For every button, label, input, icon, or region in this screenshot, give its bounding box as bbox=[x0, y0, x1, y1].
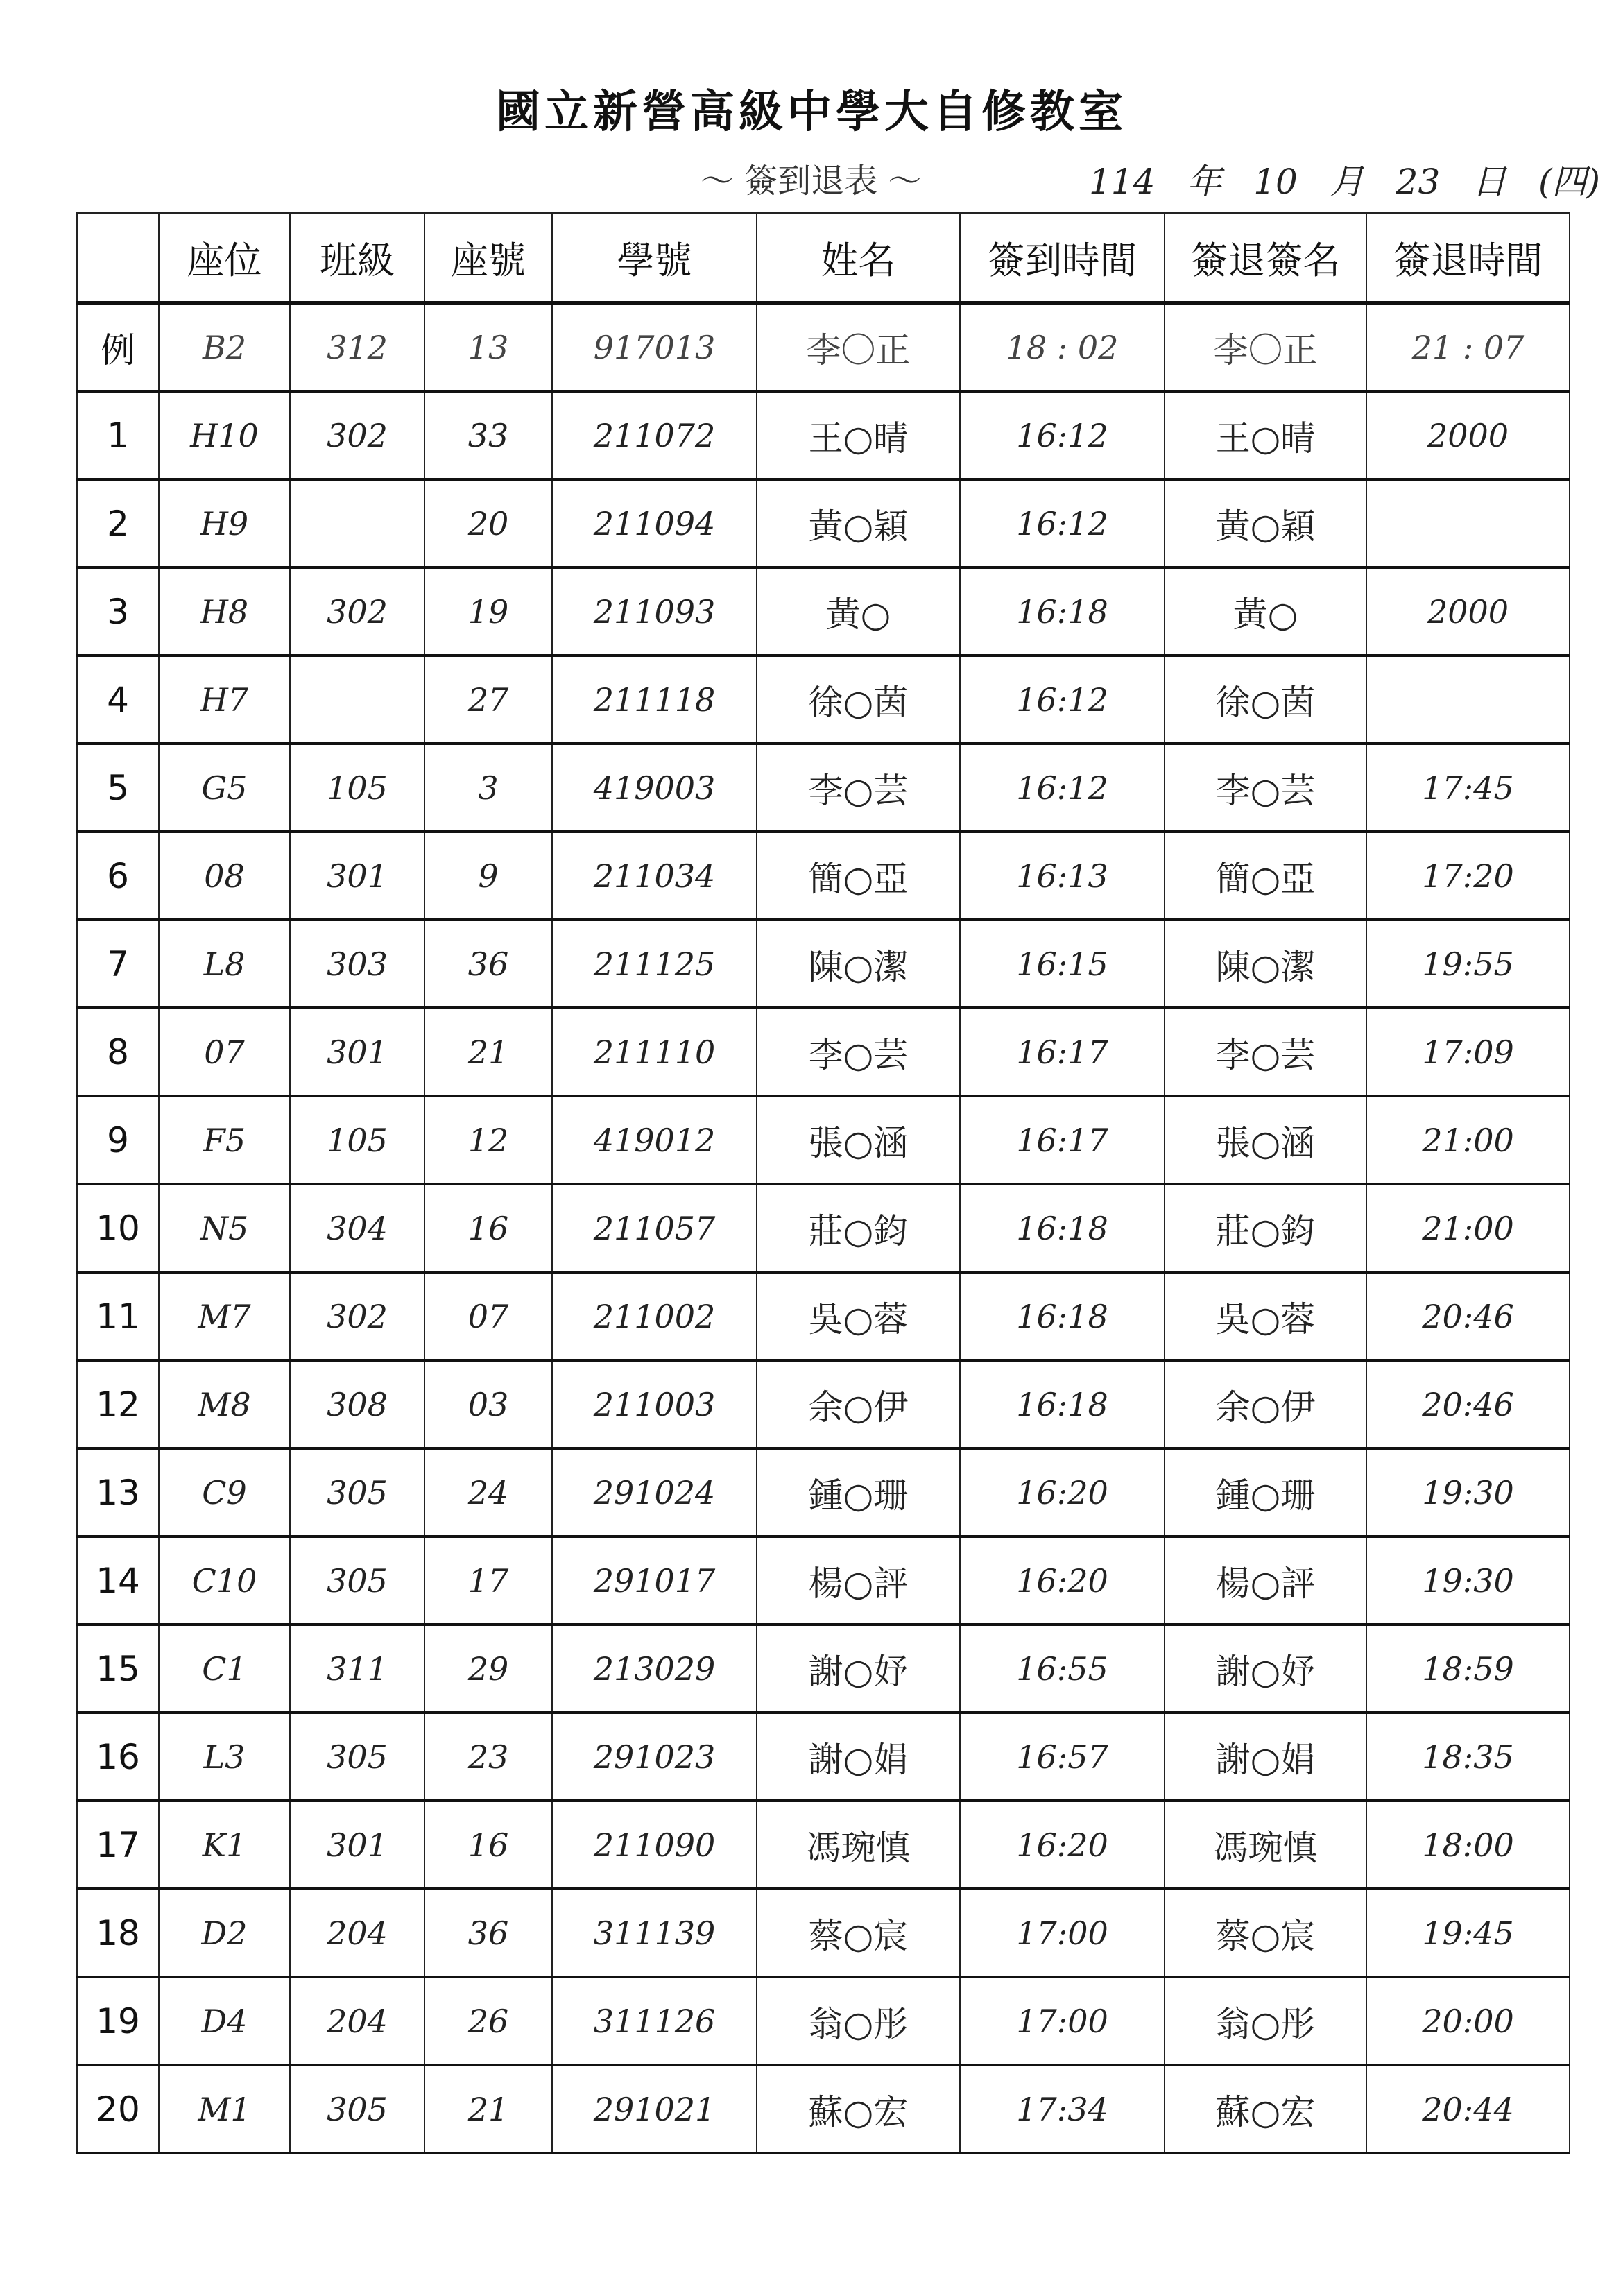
table-row bbox=[77, 1184, 1570, 1272]
cell-row-number: 7 bbox=[77, 920, 159, 1008]
header-row bbox=[77, 213, 1570, 303]
cell-sign-in-time: 16:20 bbox=[960, 1801, 1165, 1889]
cell-seat-number: 24 bbox=[424, 1448, 552, 1536]
cell-student-id: 291023 bbox=[552, 1713, 757, 1801]
cell-row-number: 15 bbox=[77, 1625, 159, 1713]
cell-sign-out-signature: 莊○鈞 bbox=[1165, 1184, 1366, 1272]
cell-class bbox=[290, 656, 424, 744]
cell-seat-number: 26 bbox=[424, 1977, 552, 2065]
cell-sign-out-time: 17:45 bbox=[1366, 744, 1570, 832]
cell-seat-number: 21 bbox=[424, 1008, 552, 1096]
cell-class: 302 bbox=[290, 391, 424, 479]
cell-seat-number: 17 bbox=[424, 1536, 552, 1625]
cell-sign-in-time: 16:12 bbox=[960, 744, 1165, 832]
cell-sign-out-signature: 黃○ bbox=[1165, 567, 1366, 656]
cell-name: 徐○茵 bbox=[757, 656, 960, 744]
cell-seat: 08 bbox=[159, 832, 290, 920]
cell-sign-out-signature: 黃○穎 bbox=[1165, 479, 1366, 567]
cell-sign-in-time: 16:17 bbox=[960, 1096, 1165, 1184]
table-row bbox=[77, 1536, 1570, 1625]
cell-sign-in-time: 16:18 bbox=[960, 1184, 1165, 1272]
cell-sign-out-time: 20:46 bbox=[1366, 1272, 1570, 1360]
cell-sign-out-signature: 王○晴 bbox=[1165, 391, 1366, 479]
cell-name: 黃○ bbox=[757, 567, 960, 656]
example-row bbox=[77, 303, 1570, 391]
cell-class: 105 bbox=[290, 1096, 424, 1184]
cell-sign-out-signature: 李○芸 bbox=[1165, 1008, 1366, 1096]
cell-seat: D2 bbox=[159, 1889, 290, 1977]
cell-seat: H10 bbox=[159, 391, 290, 479]
cell-seat-number: 29 bbox=[424, 1625, 552, 1713]
cell-sign-out-signature: 余○伊 bbox=[1165, 1360, 1366, 1448]
cell-sign-out-time: 20:44 bbox=[1366, 2065, 1570, 2153]
cell-sign-out-signature: 吳○蓉 bbox=[1165, 1272, 1366, 1360]
cell-student-id: 211110 bbox=[552, 1008, 757, 1096]
cell-class: 204 bbox=[290, 1889, 424, 1977]
cell-student-id: 211072 bbox=[552, 391, 757, 479]
cell-sign-out-time: 20:00 bbox=[1366, 1977, 1570, 2065]
cell-class: 105 bbox=[290, 744, 424, 832]
cell-sign-out-signature: 鍾○珊 bbox=[1165, 1448, 1366, 1536]
table-row bbox=[77, 567, 1570, 656]
cell-name: 馮琬慎 bbox=[757, 1801, 960, 1889]
cell-student-id: 211002 bbox=[552, 1272, 757, 1360]
table-row bbox=[77, 1360, 1570, 1448]
cell-seat: H8 bbox=[159, 567, 290, 656]
cell-sign-in-time: 16:12 bbox=[960, 656, 1165, 744]
cell-name: 余○伊 bbox=[757, 1360, 960, 1448]
cell-row-number: 16 bbox=[77, 1713, 159, 1801]
table-row bbox=[77, 2065, 1570, 2153]
cell-name: 吳○蓉 bbox=[757, 1272, 960, 1360]
cell-sign-out-signature: 張○涵 bbox=[1165, 1096, 1366, 1184]
cell-row-number: 18 bbox=[77, 1889, 159, 1977]
cell-sign-in-time: 16:12 bbox=[960, 391, 1165, 479]
cell-name: 謝○娟 bbox=[757, 1713, 960, 1801]
cell-student-id: 211125 bbox=[552, 920, 757, 1008]
cell-sign-out-time: 21 : 07 bbox=[1366, 303, 1570, 391]
cell-row-number: 17 bbox=[77, 1801, 159, 1889]
cell-sign-out-time: 21:00 bbox=[1366, 1096, 1570, 1184]
cell-class: 304 bbox=[290, 1184, 424, 1272]
cell-sign-out-signature: 李〇正 bbox=[1165, 303, 1366, 391]
cell-class bbox=[290, 479, 424, 567]
cell-seat-number: 21 bbox=[424, 2065, 552, 2153]
cell-sign-in-time: 16:55 bbox=[960, 1625, 1165, 1713]
cell-seat: D4 bbox=[159, 1977, 290, 2065]
cell-class: 301 bbox=[290, 832, 424, 920]
column-header-row-number bbox=[77, 213, 159, 303]
cell-name: 李〇正 bbox=[757, 303, 960, 391]
cell-student-id: 211094 bbox=[552, 479, 757, 567]
cell-student-id: 211118 bbox=[552, 656, 757, 744]
cell-student-id: 211093 bbox=[552, 567, 757, 656]
cell-seat-number: 3 bbox=[424, 744, 552, 832]
cell-name: 蘇○宏 bbox=[757, 2065, 960, 2153]
cell-seat: N5 bbox=[159, 1184, 290, 1272]
cell-sign-in-time: 16:18 bbox=[960, 567, 1165, 656]
cell-seat: C9 bbox=[159, 1448, 290, 1536]
cell-sign-out-signature: 徐○茵 bbox=[1165, 656, 1366, 744]
table-row bbox=[77, 744, 1570, 832]
cell-seat: F5 bbox=[159, 1096, 290, 1184]
cell-seat: M8 bbox=[159, 1360, 290, 1448]
cell-sign-in-time: 16:20 bbox=[960, 1536, 1165, 1625]
table-row bbox=[77, 1801, 1570, 1889]
cell-seat: G5 bbox=[159, 744, 290, 832]
table-row bbox=[77, 1625, 1570, 1713]
sign-in-out-table bbox=[76, 212, 1570, 2154]
cell-name: 蔡○宸 bbox=[757, 1889, 960, 1977]
cell-sign-out-time bbox=[1366, 656, 1570, 744]
cell-sign-out-signature: 蘇○宏 bbox=[1165, 2065, 1366, 2153]
table-row bbox=[77, 1977, 1570, 2065]
cell-seat-number: 16 bbox=[424, 1801, 552, 1889]
cell-seat-number: 03 bbox=[424, 1360, 552, 1448]
cell-row-number: 4 bbox=[77, 656, 159, 744]
cell-sign-out-time: 17:09 bbox=[1366, 1008, 1570, 1096]
table-row bbox=[77, 1096, 1570, 1184]
cell-row-number: 19 bbox=[77, 1977, 159, 2065]
form-subtitle: ～ 簽到退表 ～ bbox=[701, 162, 922, 200]
cell-row-number: 11 bbox=[77, 1272, 159, 1360]
cell-student-id: 419012 bbox=[552, 1096, 757, 1184]
column-header-seat: 座位 bbox=[159, 213, 290, 303]
table-row bbox=[77, 1889, 1570, 1977]
cell-seat-number: 27 bbox=[424, 656, 552, 744]
cell-sign-in-time: 16:57 bbox=[960, 1713, 1165, 1801]
cell-sign-in-time: 16:18 bbox=[960, 1360, 1165, 1448]
cell-seat: 07 bbox=[159, 1008, 290, 1096]
cell-student-id: 213029 bbox=[552, 1625, 757, 1713]
cell-sign-in-time: 16:17 bbox=[960, 1008, 1165, 1096]
cell-sign-out-time: 18:35 bbox=[1366, 1713, 1570, 1801]
cell-sign-in-time: 16:20 bbox=[960, 1448, 1165, 1536]
cell-student-id: 211003 bbox=[552, 1360, 757, 1448]
cell-sign-out-time: 20:46 bbox=[1366, 1360, 1570, 1448]
page-title: 國立新營高級中學大自修教室 bbox=[496, 86, 1127, 138]
cell-sign-in-time: 18 : 02 bbox=[960, 303, 1165, 391]
cell-seat: M1 bbox=[159, 2065, 290, 2153]
cell-sign-in-time: 17:34 bbox=[960, 2065, 1165, 2153]
cell-seat: L3 bbox=[159, 1713, 290, 1801]
column-header-sign-in-time: 簽到時間 bbox=[960, 213, 1165, 303]
cell-student-id: 291024 bbox=[552, 1448, 757, 1536]
cell-class: 301 bbox=[290, 1008, 424, 1096]
cell-row-number: 8 bbox=[77, 1008, 159, 1096]
table-row bbox=[77, 479, 1570, 567]
cell-seat-number: 9 bbox=[424, 832, 552, 920]
cell-sign-out-signature: 謝○妤 bbox=[1165, 1625, 1366, 1713]
cell-class: 302 bbox=[290, 1272, 424, 1360]
cell-sign-out-signature: 翁○彤 bbox=[1165, 1977, 1366, 2065]
cell-seat: H9 bbox=[159, 479, 290, 567]
cell-seat-number: 33 bbox=[424, 391, 552, 479]
cell-seat: L8 bbox=[159, 920, 290, 1008]
cell-row-number: 2 bbox=[77, 479, 159, 567]
cell-student-id: 211057 bbox=[552, 1184, 757, 1272]
cell-class: 305 bbox=[290, 1713, 424, 1801]
cell-sign-in-time: 16:18 bbox=[960, 1272, 1165, 1360]
table-row bbox=[77, 656, 1570, 744]
cell-sign-out-time: 19:30 bbox=[1366, 1536, 1570, 1625]
cell-seat-number: 23 bbox=[424, 1713, 552, 1801]
cell-name: 張○涵 bbox=[757, 1096, 960, 1184]
cell-row-number: 10 bbox=[77, 1184, 159, 1272]
cell-row-number: 5 bbox=[77, 744, 159, 832]
table-row bbox=[77, 1713, 1570, 1801]
column-header-name: 姓名 bbox=[757, 213, 960, 303]
cell-sign-out-time: 19:55 bbox=[1366, 920, 1570, 1008]
cell-seat-number: 36 bbox=[424, 1889, 552, 1977]
cell-name: 李○芸 bbox=[757, 744, 960, 832]
cell-sign-in-time: 16:12 bbox=[960, 479, 1165, 567]
cell-sign-out-time: 2000 bbox=[1366, 567, 1570, 656]
cell-row-number: 13 bbox=[77, 1448, 159, 1536]
cell-sign-in-time: 16:13 bbox=[960, 832, 1165, 920]
column-header-student-id: 學號 bbox=[552, 213, 757, 303]
cell-sign-out-signature: 李○芸 bbox=[1165, 744, 1366, 832]
cell-sign-out-signature: 楊○評 bbox=[1165, 1536, 1366, 1625]
cell-student-id: 211090 bbox=[552, 1801, 757, 1889]
table-row bbox=[77, 1272, 1570, 1360]
cell-class: 303 bbox=[290, 920, 424, 1008]
cell-name: 簡○亞 bbox=[757, 832, 960, 920]
cell-row-number: 1 bbox=[77, 391, 159, 479]
cell-row-number: 12 bbox=[77, 1360, 159, 1448]
cell-class: 305 bbox=[290, 2065, 424, 2153]
column-header-sign-out-signature: 簽退簽名 bbox=[1165, 213, 1366, 303]
cell-seat: C1 bbox=[159, 1625, 290, 1713]
cell-seat: C10 bbox=[159, 1536, 290, 1625]
cell-class: 204 bbox=[290, 1977, 424, 2065]
cell-sign-out-time: 19:30 bbox=[1366, 1448, 1570, 1536]
cell-student-id: 917013 bbox=[552, 303, 757, 391]
cell-sign-out-signature: 馮琬慎 bbox=[1165, 1801, 1366, 1889]
column-header-class: 班級 bbox=[290, 213, 424, 303]
cell-sign-out-signature: 蔡○宸 bbox=[1165, 1889, 1366, 1977]
cell-sign-out-time: 21:00 bbox=[1366, 1184, 1570, 1272]
table-row bbox=[77, 1448, 1570, 1536]
cell-class: 302 bbox=[290, 567, 424, 656]
cell-student-id: 311139 bbox=[552, 1889, 757, 1977]
cell-seat: K1 bbox=[159, 1801, 290, 1889]
cell-row-number: 6 bbox=[77, 832, 159, 920]
table-row bbox=[77, 920, 1570, 1008]
cell-class: 301 bbox=[290, 1801, 424, 1889]
table-row bbox=[77, 832, 1570, 920]
cell-seat: H7 bbox=[159, 656, 290, 744]
cell-seat-number: 13 bbox=[424, 303, 552, 391]
cell-name: 黃○穎 bbox=[757, 479, 960, 567]
cell-name: 陳○潔 bbox=[757, 920, 960, 1008]
cell-sign-in-time: 16:15 bbox=[960, 920, 1165, 1008]
cell-sign-out-signature: 謝○娟 bbox=[1165, 1713, 1366, 1801]
column-header-seat-number: 座號 bbox=[424, 213, 552, 303]
cell-sign-out-time: 2000 bbox=[1366, 391, 1570, 479]
column-header-sign-out-time: 簽退時間 bbox=[1366, 213, 1570, 303]
cell-sign-out-signature: 陳○潔 bbox=[1165, 920, 1366, 1008]
cell-name: 李○芸 bbox=[757, 1008, 960, 1096]
cell-class: 312 bbox=[290, 303, 424, 391]
cell-sign-out-time: 18:00 bbox=[1366, 1801, 1570, 1889]
cell-seat-number: 36 bbox=[424, 920, 552, 1008]
cell-name: 翁○彤 bbox=[757, 1977, 960, 2065]
cell-sign-in-time: 17:00 bbox=[960, 1977, 1165, 2065]
cell-row-number: 14 bbox=[77, 1536, 159, 1625]
cell-class: 305 bbox=[290, 1536, 424, 1625]
cell-student-id: 211034 bbox=[552, 832, 757, 920]
cell-sign-in-time: 17:00 bbox=[960, 1889, 1165, 1977]
cell-class: 305 bbox=[290, 1448, 424, 1536]
cell-student-id: 419003 bbox=[552, 744, 757, 832]
table-row bbox=[77, 391, 1570, 479]
cell-sign-out-time: 19:45 bbox=[1366, 1889, 1570, 1977]
cell-row-number: 例 bbox=[77, 303, 159, 391]
cell-class: 311 bbox=[290, 1625, 424, 1713]
cell-seat: M7 bbox=[159, 1272, 290, 1360]
cell-student-id: 291017 bbox=[552, 1536, 757, 1625]
cell-sign-out-signature: 簡○亞 bbox=[1165, 832, 1366, 920]
cell-seat: B2 bbox=[159, 303, 290, 391]
cell-seat-number: 16 bbox=[424, 1184, 552, 1272]
cell-name: 楊○評 bbox=[757, 1536, 960, 1625]
cell-row-number: 9 bbox=[77, 1096, 159, 1184]
cell-class: 308 bbox=[290, 1360, 424, 1448]
table-row bbox=[77, 1008, 1570, 1096]
cell-seat-number: 20 bbox=[424, 479, 552, 567]
cell-seat-number: 07 bbox=[424, 1272, 552, 1360]
cell-seat-number: 12 bbox=[424, 1096, 552, 1184]
cell-row-number: 3 bbox=[77, 567, 159, 656]
form-date: 114 年 10 月 23 日 (四) bbox=[1089, 162, 1601, 202]
cell-sign-out-time bbox=[1366, 479, 1570, 567]
cell-name: 謝○妤 bbox=[757, 1625, 960, 1713]
cell-name: 鍾○珊 bbox=[757, 1448, 960, 1536]
cell-row-number: 20 bbox=[77, 2065, 159, 2153]
cell-name: 莊○鈞 bbox=[757, 1184, 960, 1272]
cell-sign-out-time: 17:20 bbox=[1366, 832, 1570, 920]
cell-name: 王○晴 bbox=[757, 391, 960, 479]
cell-seat-number: 19 bbox=[424, 567, 552, 656]
cell-sign-out-time: 18:59 bbox=[1366, 1625, 1570, 1713]
cell-student-id: 311126 bbox=[552, 1977, 757, 2065]
cell-student-id: 291021 bbox=[552, 2065, 757, 2153]
